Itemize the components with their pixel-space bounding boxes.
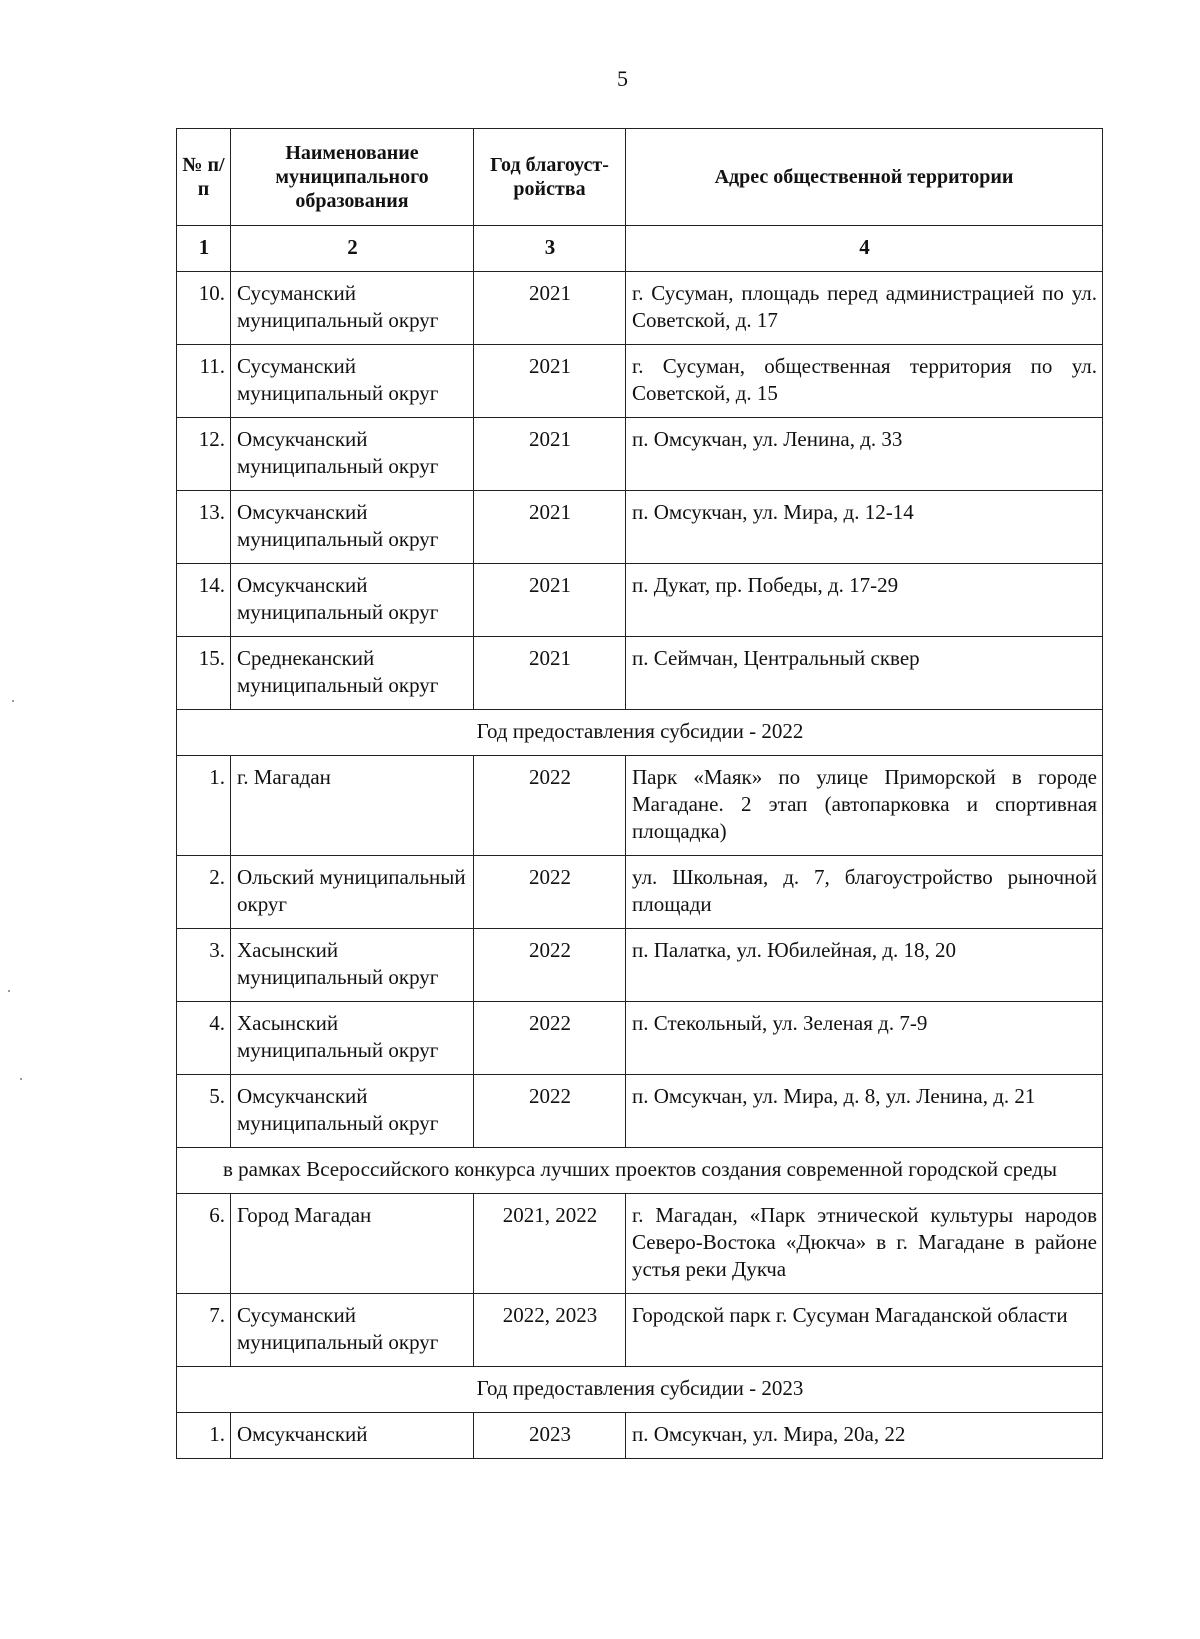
table-row [177, 564, 1103, 637]
header-municipality: Наименование муниципального образования [231, 129, 474, 226]
row-number: 12. [177, 418, 231, 491]
scan-speck [12, 700, 14, 702]
row-number: 7. [177, 1294, 231, 1367]
row-address: г. Сусуман, площадь перед администрацией по ул. Советской, д. 17 [626, 272, 1103, 345]
table-row [177, 756, 1103, 856]
row-year: 2021 [474, 637, 626, 710]
row-address: п. Дукат, пр. Победы, д. 17-29 [626, 564, 1103, 637]
row-municipality: Омсукчанский муниципальный округ [231, 564, 474, 637]
row-number: 11. [177, 345, 231, 418]
section-row [177, 1367, 1103, 1413]
page-number: 5 [617, 66, 628, 91]
row-number: 1. [177, 1413, 231, 1459]
table-row [177, 418, 1103, 491]
header-address: Адрес общественной территории [626, 129, 1103, 226]
row-year: 2022 [474, 856, 626, 929]
row-municipality: Ольский муниципальный округ [231, 856, 474, 929]
section-row [177, 1148, 1103, 1194]
row-address: г. Магадан, «Парк этнической культуры народов Северо-Востока «Дюкча» в г. Магадане в районе устья реки Дукча [626, 1194, 1103, 1294]
row-number: 13. [177, 491, 231, 564]
table-row [177, 272, 1103, 345]
row-number: 1. [177, 756, 231, 856]
row-number: 5. [177, 1075, 231, 1148]
row-address: п. Стекольный, ул. Зеленая д. 7-9 [626, 1002, 1103, 1075]
row-municipality: Город Магадан [231, 1194, 474, 1294]
row-number: 14. [177, 564, 231, 637]
column-number: 4 [626, 226, 1103, 272]
row-address: п. Омсукчан, ул. Мира, д. 12-14 [626, 491, 1103, 564]
row-number: 10. [177, 272, 231, 345]
row-year: 2021 [474, 345, 626, 418]
table-row [177, 1413, 1103, 1459]
scan-speck [20, 1078, 22, 1080]
table-row [177, 856, 1103, 929]
row-address: Городской парк г. Сусуман Магаданской области [626, 1294, 1103, 1367]
row-year: 2021 [474, 491, 626, 564]
row-year: 2021 [474, 418, 626, 491]
column-number: 3 [474, 226, 626, 272]
row-municipality: Сусуманский муниципальный округ [231, 1294, 474, 1367]
row-number: 15. [177, 637, 231, 710]
section-row [177, 710, 1103, 756]
row-year: 2022 [474, 756, 626, 856]
column-number: 1 [177, 226, 231, 272]
row-address: ул. Школьная, д. 7, благоустройство рыночной площади [626, 856, 1103, 929]
row-number: 3. [177, 929, 231, 1002]
table-row [177, 637, 1103, 710]
table-row [177, 1002, 1103, 1075]
table-row [177, 1194, 1103, 1294]
row-municipality: г. Магадан [231, 756, 474, 856]
row-address: п. Омсукчан, ул. Мира, д. 8, ул. Ленина, д. 21 [626, 1075, 1103, 1148]
row-year: 2021, 2022 [474, 1194, 626, 1294]
row-municipality: Омсукчанский муниципальный округ [231, 418, 474, 491]
row-year: 2022, 2023 [474, 1294, 626, 1367]
public-territories-table [176, 128, 1103, 1459]
row-address: п. Сеймчан, Центральный сквер [626, 637, 1103, 710]
row-municipality: Омсукчанский муниципальный округ [231, 1075, 474, 1148]
column-number: 2 [231, 226, 474, 272]
row-municipality: Сусуманский муниципальный округ [231, 345, 474, 418]
row-municipality: Среднеканский муниципальный округ [231, 637, 474, 710]
row-year: 2021 [474, 272, 626, 345]
row-address: п. Омсукчан, ул. Мира, 20а, 22 [626, 1413, 1103, 1459]
header-year: Год благоуст-ройства [474, 129, 626, 226]
row-municipality: Омсукчанский [231, 1413, 474, 1459]
row-address: п. Омсукчан, ул. Ленина, д. 33 [626, 418, 1103, 491]
table-header-row [177, 129, 1103, 226]
row-address: Парк «Маяк» по улице Приморской в городе Магадане. 2 этап (автопарковка и спортивная площадка) [626, 756, 1103, 856]
row-number: 4. [177, 1002, 231, 1075]
header-number: № п/п [177, 129, 231, 226]
section-title-2023: Год предоставления субсидии - 2023 [177, 1367, 1103, 1413]
row-number: 2. [177, 856, 231, 929]
table-row [177, 491, 1103, 564]
row-number: 6. [177, 1194, 231, 1294]
table-row [177, 1294, 1103, 1367]
scan-speck [8, 990, 10, 992]
table-row [177, 929, 1103, 1002]
table-row [177, 345, 1103, 418]
row-year: 2023 [474, 1413, 626, 1459]
section-title-contest: в рамках Всероссийского конкурса лучших проектов создания современной городской среды [177, 1148, 1103, 1194]
row-address: г. Сусуман, общественная территория по ул. Советской, д. 15 [626, 345, 1103, 418]
row-year: 2022 [474, 1002, 626, 1075]
row-municipality: Омсукчанский муниципальный округ [231, 491, 474, 564]
row-municipality: Хасынский муниципальный округ [231, 929, 474, 1002]
row-year: 2021 [474, 564, 626, 637]
table-row [177, 1075, 1103, 1148]
row-municipality: Хасынский муниципальный округ [231, 1002, 474, 1075]
row-address: п. Палатка, ул. Юбилейная, д. 18, 20 [626, 929, 1103, 1002]
row-year: 2022 [474, 929, 626, 1002]
row-year: 2022 [474, 1075, 626, 1148]
section-title-2022: Год предоставления субсидии - 2022 [177, 710, 1103, 756]
row-municipality: Сусуманский муниципальный округ [231, 272, 474, 345]
column-number-row [177, 226, 1103, 272]
